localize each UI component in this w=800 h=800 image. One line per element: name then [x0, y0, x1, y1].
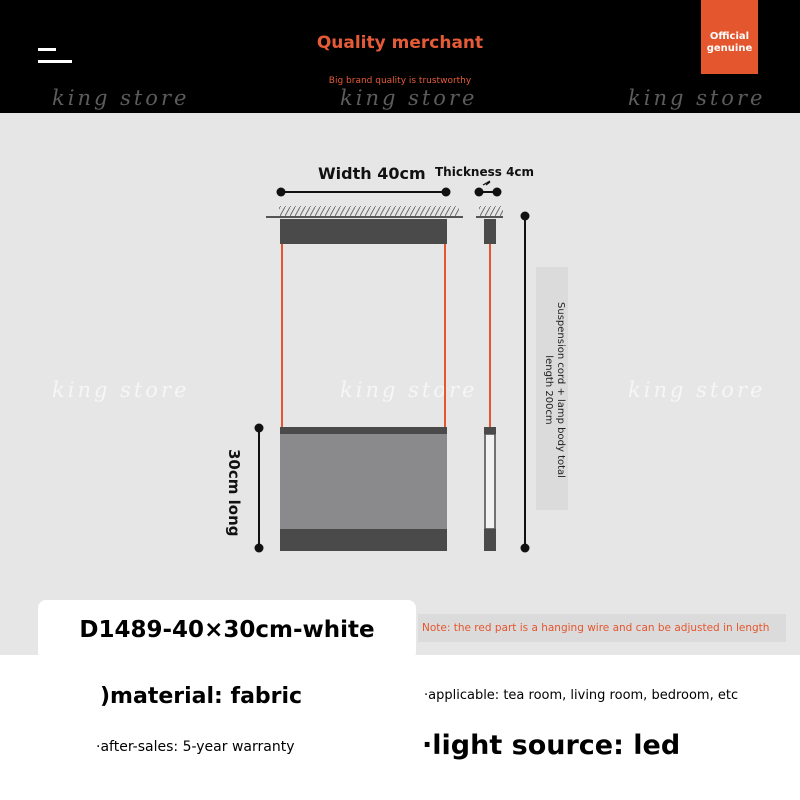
lamp-front-view	[280, 219, 447, 551]
watermark: king store	[628, 86, 766, 110]
watermark: king store	[628, 378, 766, 402]
lamp-top-bar	[484, 427, 496, 434]
watermark: king store	[340, 86, 478, 110]
lamp-bottom-bar	[484, 529, 496, 551]
lamp-height-dimension-line	[255, 424, 264, 553]
ceiling-hatch	[479, 206, 503, 216]
fabric-shade	[280, 434, 447, 529]
badge-line-1: Official	[709, 31, 750, 42]
spec-applicable: ·applicable: tea room, living room, bedroom, etc	[424, 688, 739, 703]
watermark: king store	[340, 378, 478, 402]
ceiling-hatch	[279, 206, 459, 216]
header-subtitle: Big brand quality is trustworthy	[328, 76, 472, 86]
watermark: king store	[52, 86, 190, 110]
total-length-dimension-line	[521, 212, 530, 553]
hanging-wire-note: Note: the red part is a hanging wire and can be adjusted in length	[422, 622, 770, 634]
spec-light-source: ·light source: led	[422, 730, 681, 761]
suspension-label-line-2: length 200cm	[543, 355, 554, 425]
width-dimension-line	[277, 188, 451, 197]
canopy	[484, 219, 496, 244]
lamp-side-view	[484, 219, 496, 551]
suspension-label-line-1: Suspension cord + lamp body total	[555, 302, 566, 478]
thickness-label: Thickness 4cm	[435, 165, 535, 179]
canopy	[280, 219, 447, 244]
lamp-bottom-bar	[280, 529, 447, 551]
width-label: Width 40cm	[318, 164, 426, 183]
lamp-top-bar	[280, 427, 447, 434]
height-label: 30cm long	[225, 449, 243, 537]
thickness-dimension-line	[475, 181, 502, 197]
side-panel	[485, 434, 495, 529]
product-model-name: D1489-40×30cm-white	[38, 600, 416, 660]
badge-line-2: genuine	[706, 43, 753, 54]
watermark: king store	[52, 378, 190, 402]
spec-after-sales: ·after-sales: 5-year warranty	[96, 739, 295, 755]
header-title: Quality merchant	[316, 33, 484, 53]
suspension-length-label	[542, 287, 566, 493]
spec-material: )material: fabric	[100, 684, 303, 709]
